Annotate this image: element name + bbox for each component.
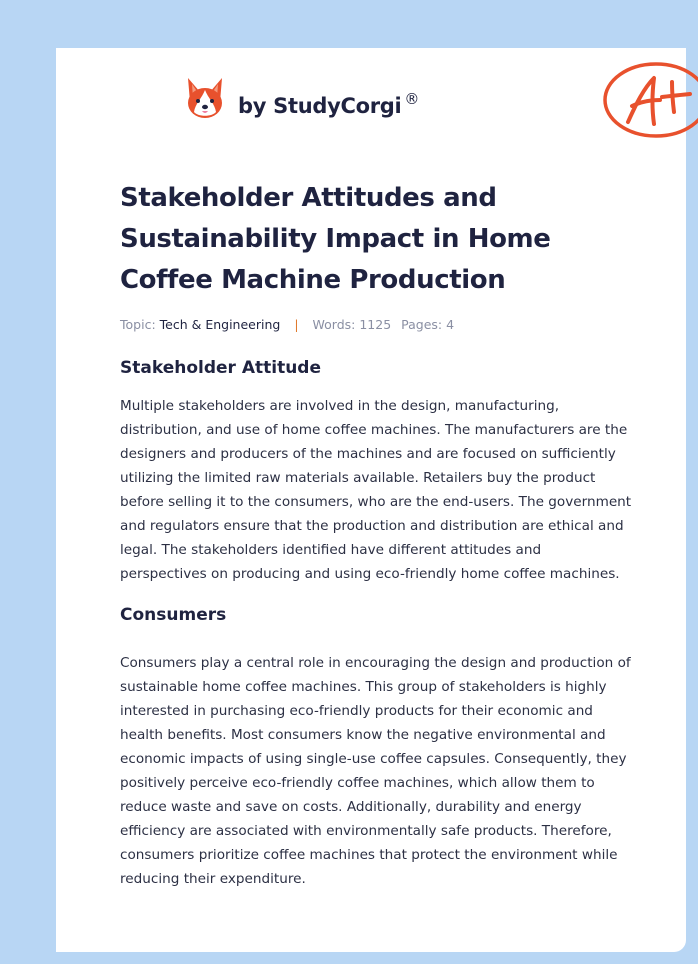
section-heading-consumers: Consumers [120,605,227,625]
section-heading-stakeholder-attitude: Stakeholder Attitude [120,358,321,378]
page-count: Pages: 4 [401,317,455,332]
meta-separator: | [294,317,299,332]
section-body-consumers: Consumers play a central role in encouraging the design and production of sustainable home coffee machines. This group of stakeholders is highly interested in purchasing eco-friendly products for their economic and health benefits. Most consumers know the negative environmental and economic impacts of using single-use coffee capsules. Consequently, they positively perceive eco-friendly coffee machines, which allow them to reduce waste and save on costs. Additionally, durability and energy efficiency are associated with environmentally safe products. Therefore, consumers prioritize coffee machines that protect the environment while reducing their expenditure. [120,655,631,887]
document-body [120,48,632,891]
section-body-stakeholder-attitude: Multiple stakeholders are involved in the design, manufacturing, distribution, and use of home coffee machines. The manufacturers are the designers and producers of the machines and are focused on sufficiently utilizing the limited raw materials available. Retailers buy the product before selling it to the consumers, who are the end-users. The government and regulators ensure that the production and distribution are ethical and legal. The stakeholders identified have different attitudes and perspectives on producing and using eco-friendly home coffee machines. [120,398,632,582]
brand-text: by StudyCorgi [238,94,402,118]
document-page [56,48,686,952]
topic-link[interactable]: Tech & Engineering [159,317,281,332]
registered-mark: ® [404,90,420,108]
document-title: Stakeholder Attitudes and Sustainability Impact in Home Coffee Machine Production [120,183,551,295]
word-count: Words: 1125 [312,317,392,332]
document-meta [120,317,632,332]
topic-label: Topic: [120,317,156,332]
